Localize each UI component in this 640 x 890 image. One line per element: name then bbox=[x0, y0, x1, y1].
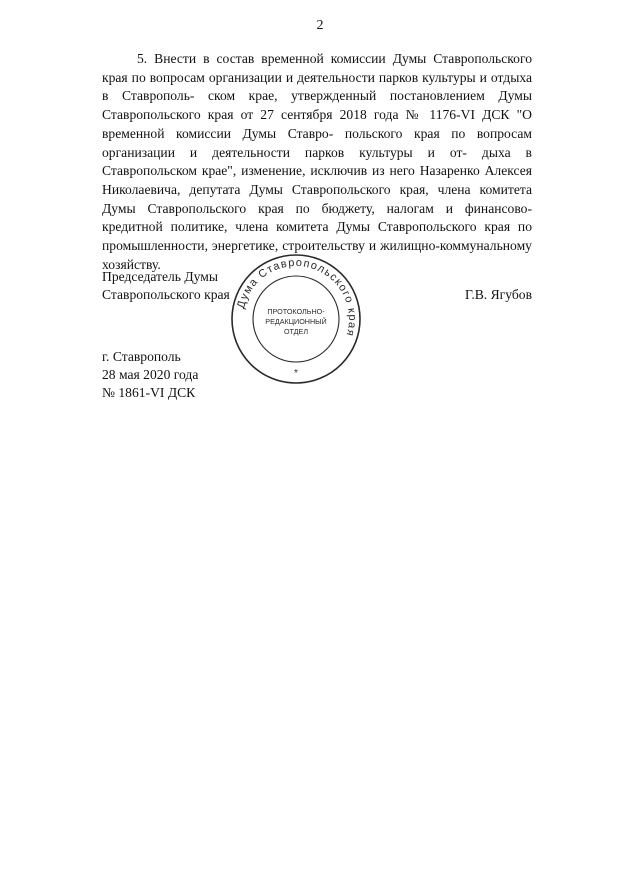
city: г. Ставрополь bbox=[102, 349, 181, 364]
paragraph-line: Николаевича, депутата Думы Ставропольского края, члена комитета Думы bbox=[102, 181, 532, 216]
paragraph-line: 5. Внести в состав временной комиссии Думы Ставропольского края по bbox=[102, 51, 532, 85]
seal-star-icon: * bbox=[294, 368, 298, 379]
seal-center-line: ПРОТОКОЛЬНО- bbox=[267, 307, 325, 316]
paragraph-line: Ставропольского края по бюджету, налогам и финансово-кредитной политике, bbox=[102, 200, 532, 235]
paragraph-line: дыха в Ставропольском крае", изменение, исключив из него Назаренко Алексея bbox=[102, 144, 532, 179]
seal-ring-text: Дума Ставропольского края bbox=[235, 256, 359, 339]
signatory-title-line: Ставропольского края bbox=[102, 287, 230, 302]
paragraph-line: строительству и жилищно-коммунальному хозяйству. bbox=[102, 238, 532, 272]
paragraph-line: члена комитета Думы Ставропольского края по промышленности, энергетике, bbox=[102, 219, 532, 254]
paragraph-line: польского края по вопросам организации и деятельности парков культуры и от- bbox=[102, 125, 533, 160]
signatory-title bbox=[102, 268, 230, 304]
signatory-name: Г.В. Ягубов bbox=[465, 287, 532, 302]
official-seal bbox=[229, 252, 363, 386]
paragraph-line: ском крае, утвержденный постановлением Думы Ставропольского края от bbox=[102, 88, 532, 123]
document-date: 28 мая 2020 года bbox=[102, 367, 199, 382]
document-number: № 1861-VI ДСК bbox=[102, 385, 196, 400]
place-and-date bbox=[102, 348, 198, 402]
signatory-title-line: Председатель Думы bbox=[102, 269, 219, 284]
seal-graphic bbox=[229, 252, 363, 386]
seal-center-line: ОТДЕЛ bbox=[283, 327, 309, 336]
paragraph-line: 27 сентября 2018 года № 1176-VI ДСК "О временной комиссии Думы Ставро- bbox=[102, 107, 532, 141]
body-paragraph bbox=[102, 50, 532, 274]
page-number: 2 bbox=[316, 18, 324, 33]
seal-center-line: РЕДАКЦИОННЫЙ bbox=[265, 317, 327, 326]
paragraph-line: вопросам организации и деятельности парков культуры и отдыха в Ставрополь- bbox=[102, 69, 532, 104]
